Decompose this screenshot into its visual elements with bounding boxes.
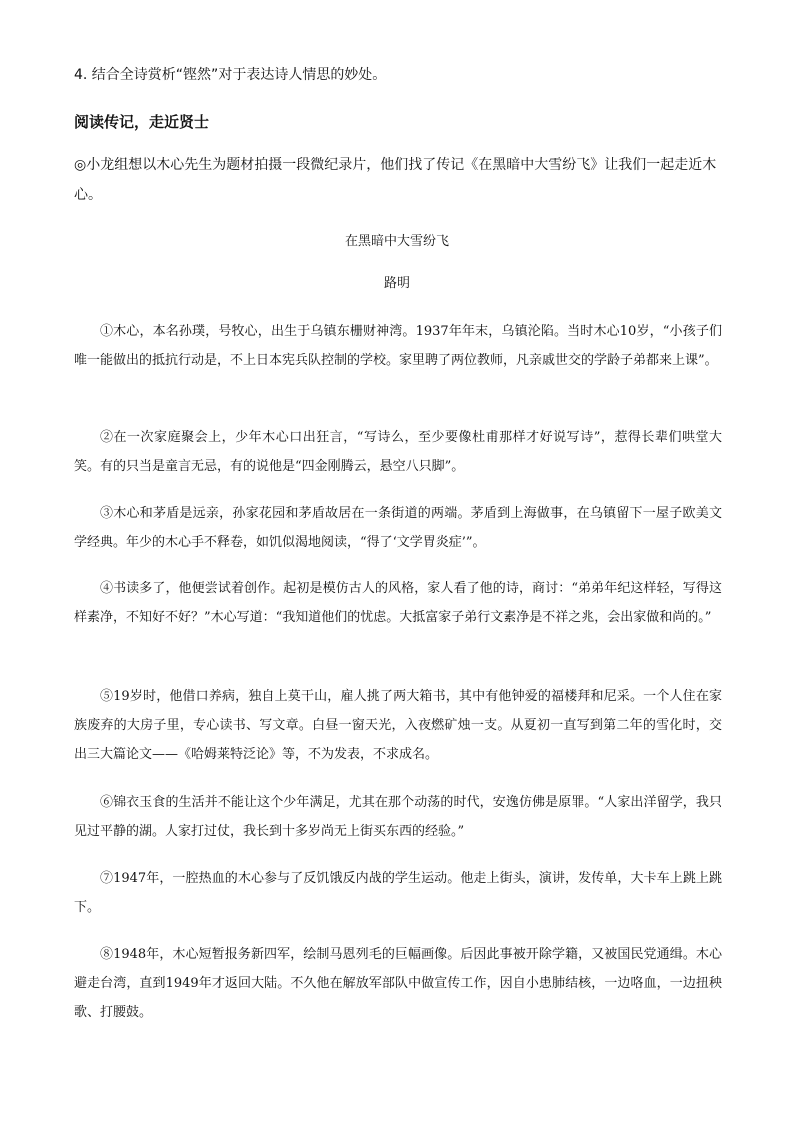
- question-4: 4. 结合全诗赏析“铿然”对于表达诗人情思的妙处。: [74, 67, 387, 83]
- article-title: 在黑暗中大雪纷飞: [344, 234, 449, 249]
- article-paragraph-3: ③木心和茅盾是远亲，孙家花园和茅盾故居在一条街道的两端。茅盾到上海做事，在乌镇留下一屋子欧美文学经典。年少的木心手不释卷，如饥似渴地阅读，“得了‘文学胃炎症’”。: [74, 506, 722, 550]
- article-paragraph-8: ⑧1948年，木心短暂报务新四军，绘制马恩列毛的巨幅画像。后因此事被开除学籍，又被国民党通缉。木心避走台湾，直到1949年才返回大陆。不久他在解放军部队中做宣传工作，因自小患肺结核，一边咯血，一边扭秧歌、打腰鼓。: [74, 947, 722, 1020]
- article-paragraph-6: ⑥锦衣玉食的生活并不能让这个少年满足，尤其在那个动荡的时代，安逸仿佛是原罪。“人家出洋留学，我只见过平静的湖。人家打过仗，我长到十多岁尚无上街买东西的经验。”: [74, 795, 722, 839]
- article-paragraph-1: ①木心，本名孙璞，号牧心，出生于乌镇东栅财神湾。1937年年末，乌镇沦陷。当时木心10岁，“小孩子们唯一能做出的抵抗行动是，不上日本宪兵队控制的学校。家里聘了两位教师，凡亲戚世交的学龄子弟都来上课”。: [74, 324, 722, 368]
- article-paragraph-4: ④书读多了，他便尝试着创作。起初是模仿古人的风格，家人看了他的诗，商讨：“弟弟年纪这样轻，写得这样素净，不知好不好？”木心写道：“我知道他们的忧虑。大抵富家子弟行文素净是不祥之兆，会出家做和尚的。”: [74, 581, 722, 625]
- article-paragraph-7: ⑦1947年，一腔热血的木心参与了反饥饿反内战的学生运动。他走上街头，演讲，发传单，大卡车上跳上跳下。: [74, 871, 722, 915]
- article-paragraph-5: ⑤19岁时，他借口养病，独自上莫干山，雇人挑了两大箱书，其中有他钟爱的福楼拜和尼采。一个人住在家族废弃的大房子里，专心读书、写文章。白昼一窗天光，入夜燃矿烛一支。从夏初一直写到第二年的雪化时，交出三大篇论文——《哈姆莱特泛论》等，不为发表，不求成名。: [74, 689, 722, 762]
- article-paragraph-2: ②在一次家庭聚会上，少年木心口出狂言，“写诗么，至少要像杜甫那样才好说写诗”，惹得长辈们哄堂大笑。有的只当是童言无忌，有的说他是“四金刚腾云，悬空八只脚”。: [74, 430, 722, 474]
- intro-text: ◎小龙组想以木心先生为题材拍摄一段微纪录片，他们找了传记《在黑暗中大雪纷飞》让我们一起走近木心。: [74, 157, 717, 203]
- section-heading: 阅读传记，走近贤士: [74, 113, 210, 131]
- article-author: 路明: [383, 276, 410, 291]
